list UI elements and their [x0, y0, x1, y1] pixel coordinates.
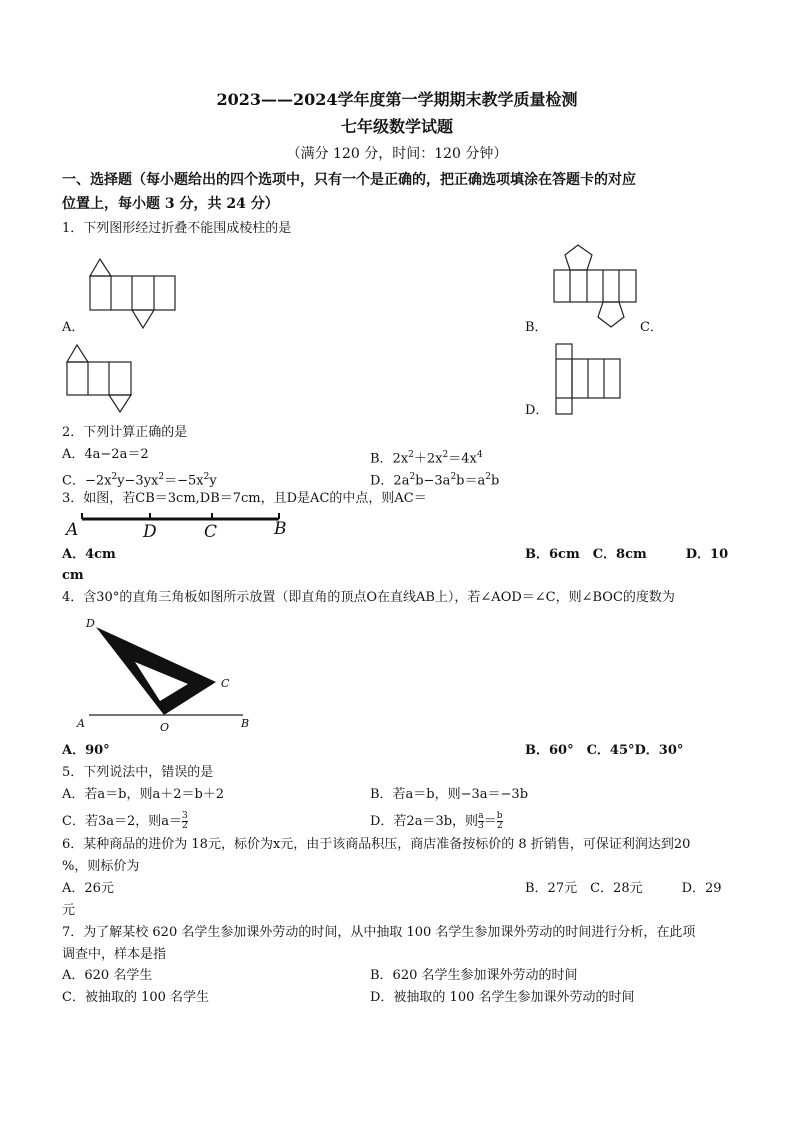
q7-stem-line1: 7．为了解某校 620 名学生参加课外劳动的时间，从中抽取 100 名学生参加课外劳动的时间进行分析，在此项 [62, 925, 696, 940]
q1-option-a: A． [62, 320, 85, 335]
section-heading-line2: 位置上，每小题 3 分，共 24 分） [62, 196, 279, 212]
q4-label-c: C [221, 677, 230, 690]
q6-option-a: A．26元 [62, 881, 114, 896]
q3-label-a: A [66, 520, 79, 540]
section-heading-line1: 一、选择题（每小题给出的四个选项中，只有一个是正确的，把正确选项填涂在答题卡的对应 [62, 172, 636, 188]
q4-option-a: A．90° [62, 743, 110, 758]
q2-option-c: C．$-2x^2y-3yx^2=-5x^2y$ [62, 472, 217, 489]
q7-option-a: A．620 名学生 [62, 968, 153, 983]
q1-stem: 1．下列图形经过折叠不能围成棱柱的是 [62, 221, 292, 236]
q3-label-b: B [274, 519, 287, 539]
q5-option-a: A．若a＝b，则a＋2＝b＋2 [62, 787, 225, 802]
q2-option-b: B．$2x^2+2x^2=4x^4$ [370, 450, 483, 467]
q5-option-c: C．若3a＝2，则a＝ $\frac{3}{2}$ [62, 811, 188, 831]
q1-option-d: D． [525, 403, 549, 418]
exam-title: 2023——2024学年度第一学期期末教学质量检测 [216, 90, 578, 109]
q3-stem: 3．如图，若CB＝3cm,DB＝7cm，且D是AC的中点，则AC＝ [62, 491, 427, 506]
exam-time-note: （满分 120 分，时间：120 分钟） [286, 146, 508, 162]
q6-wrap: 元 [62, 903, 76, 918]
q3-label-d: D [143, 522, 157, 542]
q3-option-a: A．4cm [62, 547, 116, 562]
q4-options-bcd: B．60° C．45°D．30° [525, 743, 684, 758]
q2-option-a: A．4a−2a＝2 [62, 447, 149, 462]
q3-label-c: C [204, 522, 218, 542]
q4-label-a: A [77, 717, 85, 730]
q6-options-bcd: B．27元 C．28元 D．29 [525, 881, 722, 896]
q6-stem-line2: %，则标价为 [62, 859, 140, 874]
q7-stem-line2: 调查中，样本是指 [62, 947, 167, 962]
exam-subtitle-grade: 七年级数学试题 [340, 117, 453, 136]
q4-label-o: O [160, 721, 170, 734]
q7-option-b: B．620 名学生参加课外劳动的时间 [370, 968, 578, 983]
q2-stem: 2．下列计算正确的是 [62, 425, 188, 440]
q1-option-c: C． [640, 320, 663, 335]
q3-options-bcd: B．6cm C．8cm D．10 [525, 547, 729, 562]
q2-option-d: D．$2a^2b-3a^2b=a^2b$ [370, 472, 500, 489]
q4-label-b: B [241, 717, 250, 730]
q5-option-b: B．若a＝b，则−3a＝−3b [370, 787, 529, 802]
q4-label-d: D [86, 617, 95, 630]
q6-stem-line1: 6．某种商品的进价为 18元，标价为x元，由于该商品积压，商店准备按标价的 8 折销售，可保证利润达到20 [62, 837, 691, 852]
q7-option-c: C．被抽取的 100 名学生 [62, 990, 210, 1005]
q4-stem: 4．含30°的直角三角板如图所示放置（即直角的顶点O在直线AB上），若∠AOD＝∠C，则∠BOC的度数为 [62, 590, 675, 605]
q3-wrap: cm [62, 568, 84, 583]
q7-option-d: D．被抽取的 100 名学生参加课外劳动的时间 [370, 990, 635, 1005]
q5-stem: 5．下列说法中，错误的是 [62, 765, 214, 780]
q5-option-d: D．若2a＝3b，则 $\frac{a}{3}$ ＝ $\frac{b}{2}$ [370, 811, 503, 831]
q1-option-b: B． [525, 320, 548, 335]
